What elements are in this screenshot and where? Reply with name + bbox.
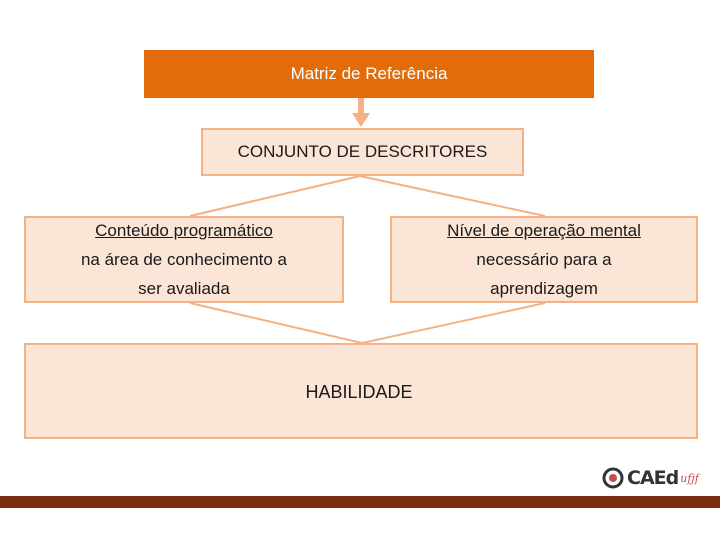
caed-logo-text: CAEd (627, 467, 679, 489)
descriptors-to-right-connector (360, 176, 545, 216)
left-to-skill-connector (190, 303, 362, 343)
descriptors-box (201, 128, 524, 176)
mental-operation-line-2: necessário para a (476, 250, 612, 269)
content-box (24, 216, 344, 303)
content-line-1: Conteúdo programático (95, 221, 273, 240)
descriptors-to-left-connector (190, 176, 360, 216)
skill-box (24, 343, 698, 439)
content-line-2: na área de conhecimento a (80, 250, 288, 269)
content-line-3: ser avaliada (138, 279, 230, 298)
skill-label: HABILIDADE (305, 381, 413, 402)
caed-logo (602, 465, 699, 491)
ufjf-logo-mark: ufjf (680, 471, 699, 485)
mental-operation-box (390, 216, 698, 303)
matriz-title: Matriz de Referência (290, 64, 448, 83)
mental-operation-line-1: Nível de operação mental (447, 221, 641, 240)
mental-operation-line-3: aprendizagem (490, 279, 598, 298)
footer-bar (0, 496, 720, 508)
matriz-title-box (144, 50, 594, 98)
right-to-skill-connector (362, 303, 545, 343)
caed-logo-icon (602, 467, 624, 489)
title-to-descriptors-arrow-head (352, 113, 370, 127)
descriptors-label: CONJUNTO DE DESCRITORES (237, 142, 488, 161)
